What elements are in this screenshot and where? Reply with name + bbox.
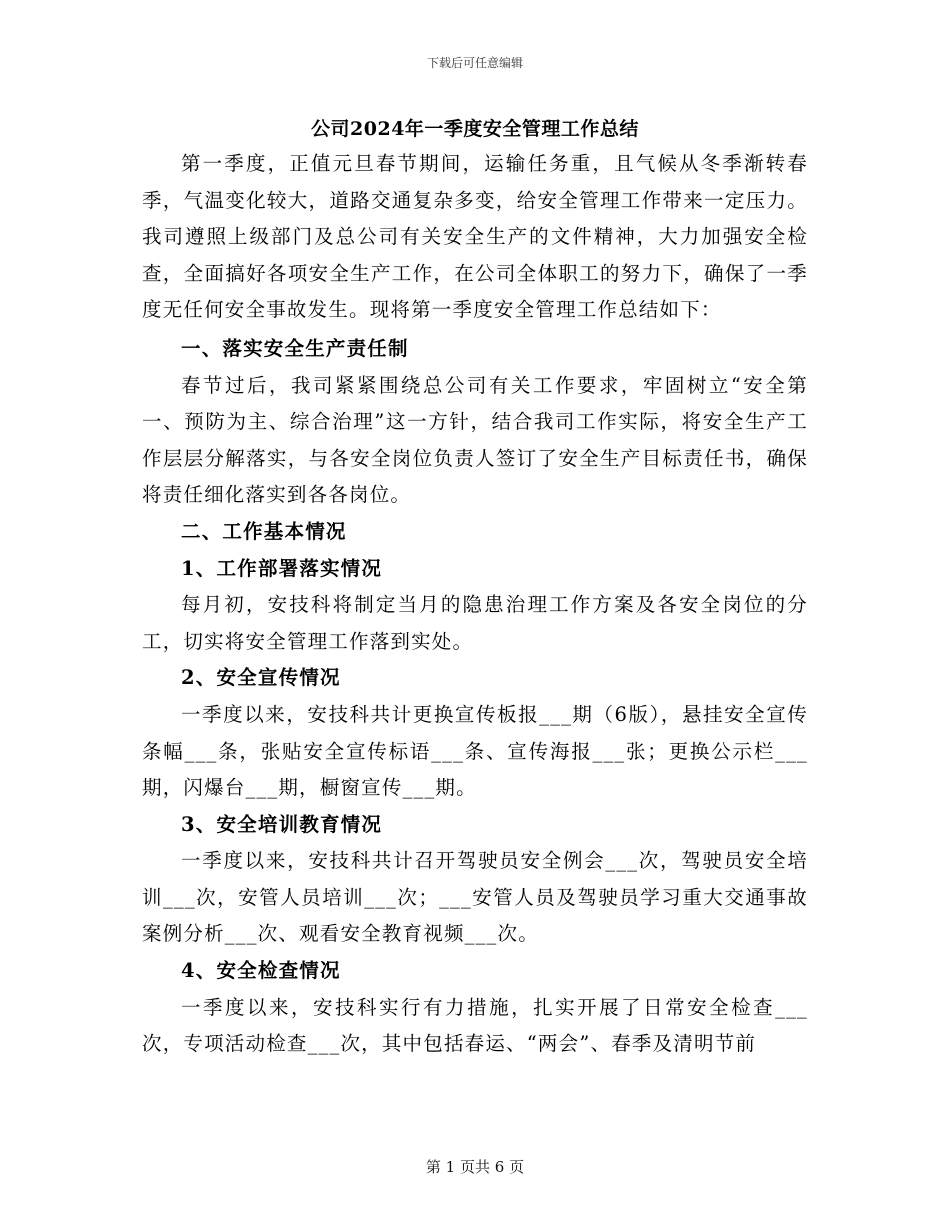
section1-heading: 一、落实安全生产责任制: [181, 336, 409, 360]
sub4-paragraph: 一季度以来，安技科实行有力措施，扎实开展了日常安全检查___次，专项活动检查___次，其中包括春运、“两会”、春季及清明节前: [142, 995, 808, 1056]
page-title: 公司2024年一季度安全管理工作总结: [311, 118, 639, 140]
sub1-paragraph: 每月初，安技科将制定当月的隐患治理工作方案及各安全岗位的分工，切实将安全管理工作落到实处。: [142, 593, 808, 653]
page-number: 第 1 页共 6 页: [425, 1158, 525, 1176]
sub4-heading: 4、安全检查情况: [181, 959, 341, 983]
header-note: 下载后可任意编辑: [426, 56, 523, 70]
sub3-paragraph: 一季度以来，安技科共计召开驾驶员安全例会___次，驾驶员安全培训___次，安管人员培训___次；___安管人员及驾驶员学习重大交通事故案例分析___次、观看安全教育视频___次。: [142, 849, 808, 946]
sub3-heading: 3、安全培训教育情况: [181, 812, 383, 836]
intro-paragraph: 第一季度，正值元旦春节期间，运输任务重，且气候从冬季渐转春季，气温变化较大，道路交通复杂多变，给安全管理工作带来一定压力。我司遵照上级部门及总公司有关安全生产的文件精神，大力加强安全检查，全面搞好各项安全生产工作，在公司全体职工的努力下，确保了一季度无任何安全事故发生。现将第一季度安全管理工作总结如下：: [142, 152, 808, 322]
sub2-heading: 2、安全宣传情况: [181, 666, 341, 690]
sub2-paragraph: 一季度以来，安技科共计更换宣传板报___期（6版），悬挂安全宣传条幅___条，张贴安全宣传标语___条、宣传海报___张；更换公示栏___期，闪爆台___期，橱窗宣传___期。: [142, 702, 808, 800]
sub1-heading: 1、工作部署落实情况: [181, 556, 383, 580]
section1-paragraph: 春节过后，我司紧紧围绕总公司有关工作要求，牢固树立“安全第一、预防为主、综合治理”这一方针，结合我司工作实际，将安全生产工作层层分解落实，与各安全岗位负责人签订了安全生产目标责任书，确保将责任细化落实到各各岗位。: [142, 373, 808, 507]
section2-heading: 二、工作基本情况: [181, 519, 347, 543]
document-body: [142, 146, 808, 1063]
